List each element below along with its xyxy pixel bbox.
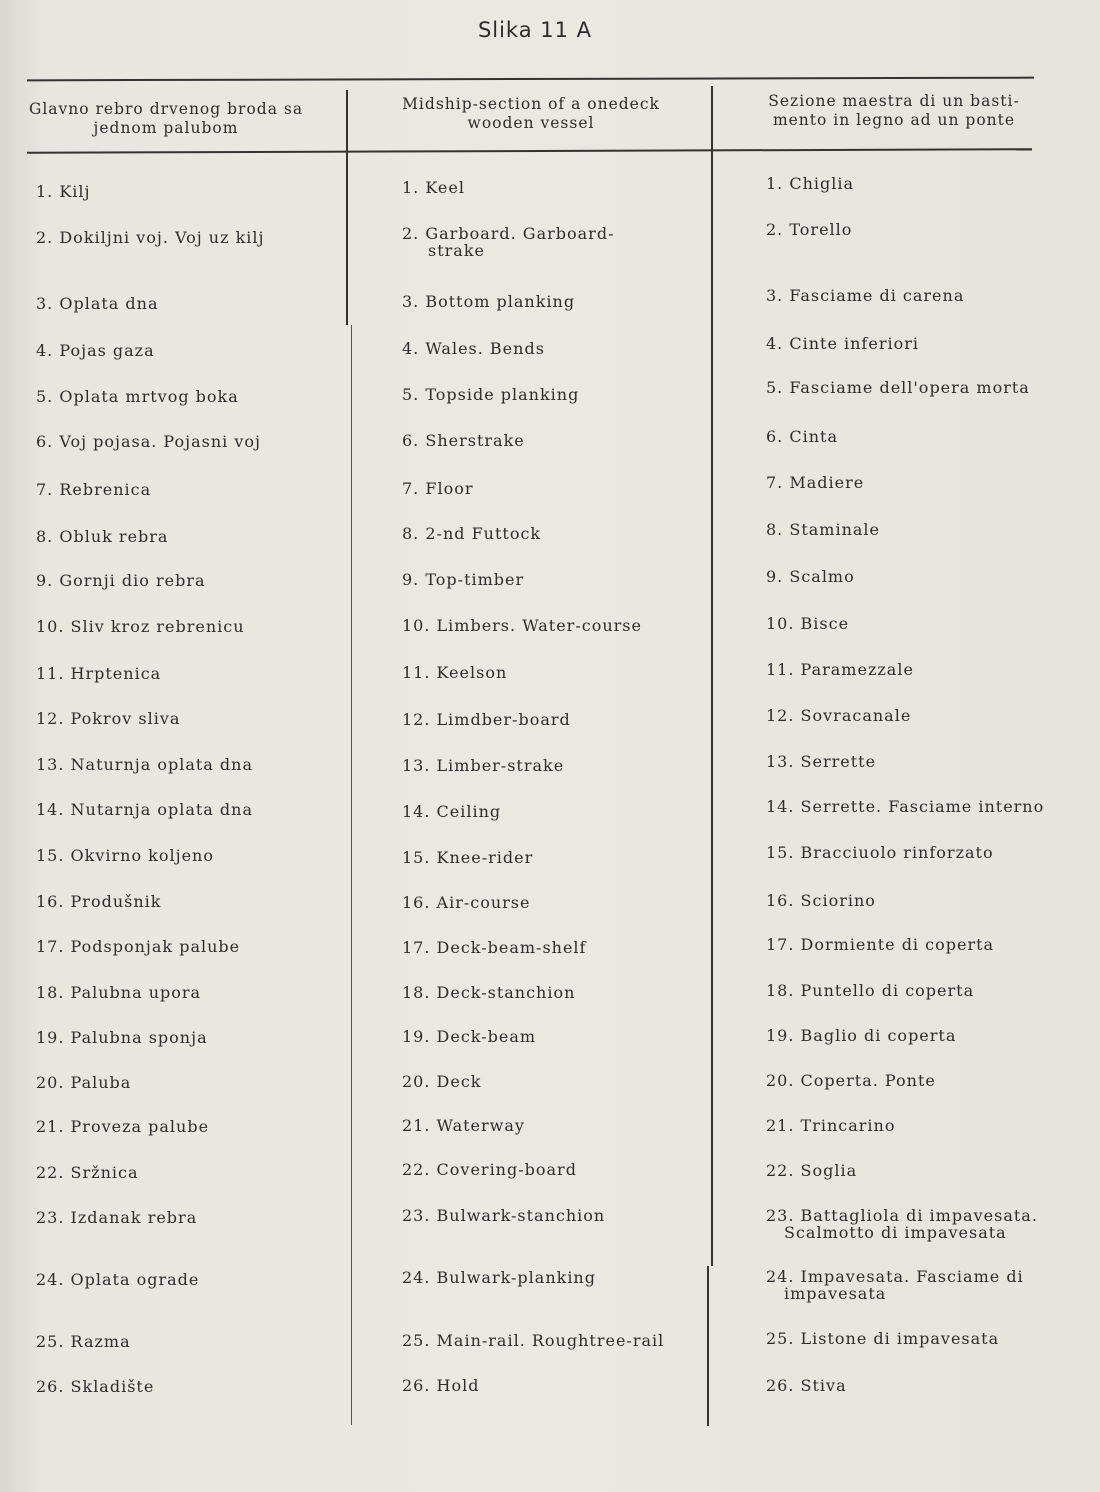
term-hr-3: 3. Oplata dna: [36, 294, 159, 313]
term-hr-4: 4. Pojas gaza: [36, 341, 155, 360]
term-it-14: 14. Serrette. Fasciame interno: [766, 797, 1045, 816]
term-en-16: 16. Air-course: [402, 893, 531, 912]
term-hr-20: 20. Paluba: [36, 1073, 132, 1092]
term-hr-10: 10. Sliv kroz rebrenicu: [36, 617, 245, 636]
term-hr-17: 17. Podsponjak palube: [36, 937, 241, 956]
term-en-24: 24. Bulwark-planking: [402, 1268, 596, 1287]
term-en-22: 22. Covering-board: [402, 1160, 577, 1179]
term-hr-5: 5. Oplata mrtvog boka: [36, 387, 239, 406]
term-en-9: 9. Top-timber: [402, 570, 525, 589]
term-hr-24: 24. Oplata ograde: [36, 1270, 200, 1289]
term-en-21: 21. Waterway: [402, 1116, 525, 1135]
term-it-4: 4. Cinte inferiori: [766, 334, 919, 353]
term-hr-2: 2. Dokiljni voj. Voj uz kilj: [36, 228, 265, 247]
term-it-10: 10. Bisce: [766, 614, 850, 633]
term-hr-7: 7. Rebrenica: [36, 480, 152, 499]
term-it-2: 2. Torello: [766, 220, 853, 239]
term-it-18: 18. Puntello di coperta: [766, 981, 975, 1000]
column-divider-1: [346, 90, 348, 325]
term-hr-23: 23. Izdanak rebra: [36, 1208, 198, 1227]
column-divider-1b: [351, 325, 352, 1425]
term-it-15: 15. Bracciuolo rinforzato: [766, 843, 994, 862]
term-en-4: 4. Wales. Bends: [402, 339, 545, 358]
column-divider-2: [711, 86, 713, 1266]
term-en-17: 17. Deck-beam-shelf: [402, 938, 587, 957]
header-english: Midship-section of a onedeck wooden vessel: [402, 95, 660, 132]
term-it-12: 12. Sovracanale: [766, 706, 912, 725]
page-title: Slika 11 A: [477, 18, 593, 42]
term-it-19: 19. Baglio di coperta: [766, 1026, 957, 1045]
term-it-21: 21. Trincarino: [766, 1116, 896, 1135]
term-en-18: 18. Deck-stanchion: [402, 983, 576, 1002]
term-it-11: 11. Paramezzale: [766, 660, 914, 679]
term-en-14: 14. Ceiling: [402, 802, 502, 821]
term-hr-13: 13. Naturnja oplata dna: [36, 755, 254, 774]
term-it-7: 7. Madiere: [766, 473, 865, 492]
term-en-5: 5. Topside planking: [402, 385, 580, 404]
term-en-7: 7. Floor: [402, 479, 474, 498]
term-hr-1: 1. Kilj: [36, 182, 91, 201]
term-hr-26: 26. Skladište: [36, 1377, 155, 1396]
term-en-15: 15. Knee-rider: [402, 848, 534, 867]
term-it-20: 20. Coperta. Ponte: [766, 1071, 936, 1090]
header-italian: Sezione maestra di un basti-mento in legno ad un ponte: [768, 92, 1020, 129]
term-hr-9: 9. Gornji dio rebra: [36, 571, 206, 590]
term-it-9: 9. Scalmo: [766, 567, 855, 586]
term-hr-6: 6. Voj pojasa. Pojasni voj: [36, 432, 262, 451]
term-en-11: 11. Keelson: [402, 663, 508, 682]
term-hr-16: 16. Produšnik: [36, 892, 162, 911]
term-en-1: 1. Keel: [402, 178, 465, 197]
term-it-23: 23. Battagliola di impavesata. Scalmotto di impavesata: [766, 1206, 1038, 1242]
term-hr-22: 22. Sržnica: [36, 1163, 139, 1182]
term-hr-14: 14. Nutarnja oplata dna: [36, 800, 254, 819]
term-it-17: 17. Dormiente di coperta: [766, 935, 995, 954]
header-bottom-rule: [27, 148, 1032, 154]
term-en-8: 8. 2-nd Futtock: [402, 524, 542, 543]
term-hr-12: 12. Pokrov sliva: [36, 709, 181, 728]
term-it-16: 16. Sciorino: [766, 891, 876, 910]
term-en-12: 12. Limdber-board: [402, 710, 571, 729]
term-it-13: 13. Serrette: [766, 752, 877, 771]
column-divider-2b: [707, 1266, 709, 1426]
term-hr-11: 11. Hrptenica: [36, 664, 162, 683]
term-hr-21: 21. Proveza palube: [36, 1117, 210, 1136]
term-en-26: 26. Hold: [402, 1376, 480, 1395]
term-it-1: 1. Chiglia: [766, 174, 855, 193]
term-it-22: 22. Soglia: [766, 1161, 858, 1180]
term-en-20: 20. Deck: [402, 1072, 482, 1091]
term-hr-15: 15. Okvirno koljeno: [36, 846, 214, 865]
term-it-25: 25. Listone di impavesata: [766, 1329, 1000, 1348]
term-it-3: 3. Fasciame di carena: [766, 286, 965, 305]
term-it-5: 5. Fasciame dell'opera morta: [766, 378, 1030, 397]
term-it-6: 6. Cinta: [766, 427, 838, 446]
term-it-8: 8. Staminale: [766, 520, 880, 539]
header-croatian: Glavno rebro drvenog broda sa jednom palubom: [28, 100, 304, 137]
term-it-26: 26. Stiva: [766, 1376, 847, 1395]
term-en-10: 10. Limbers. Water-course: [402, 616, 642, 635]
term-en-2: 2. Garboard. Garboard- strake: [402, 224, 615, 260]
term-en-13: 13. Limber-strake: [402, 756, 565, 775]
term-en-19: 19. Deck-beam: [402, 1027, 537, 1046]
term-en-23: 23. Bulwark-stanchion: [402, 1206, 606, 1225]
header-top-rule: [27, 77, 1034, 82]
term-it-24: 24. Impavesata. Fasciame di impavesata: [766, 1267, 1024, 1303]
term-hr-8: 8. Obluk rebra: [36, 527, 169, 546]
term-hr-25: 25. Razma: [36, 1332, 131, 1351]
term-en-6: 6. Sherstrake: [402, 431, 525, 450]
term-en-3: 3. Bottom planking: [402, 292, 576, 311]
term-hr-19: 19. Palubna sponja: [36, 1028, 208, 1047]
term-en-25: 25. Main-rail. Roughtree-rail: [402, 1331, 665, 1350]
term-hr-18: 18. Palubna upora: [36, 983, 202, 1002]
